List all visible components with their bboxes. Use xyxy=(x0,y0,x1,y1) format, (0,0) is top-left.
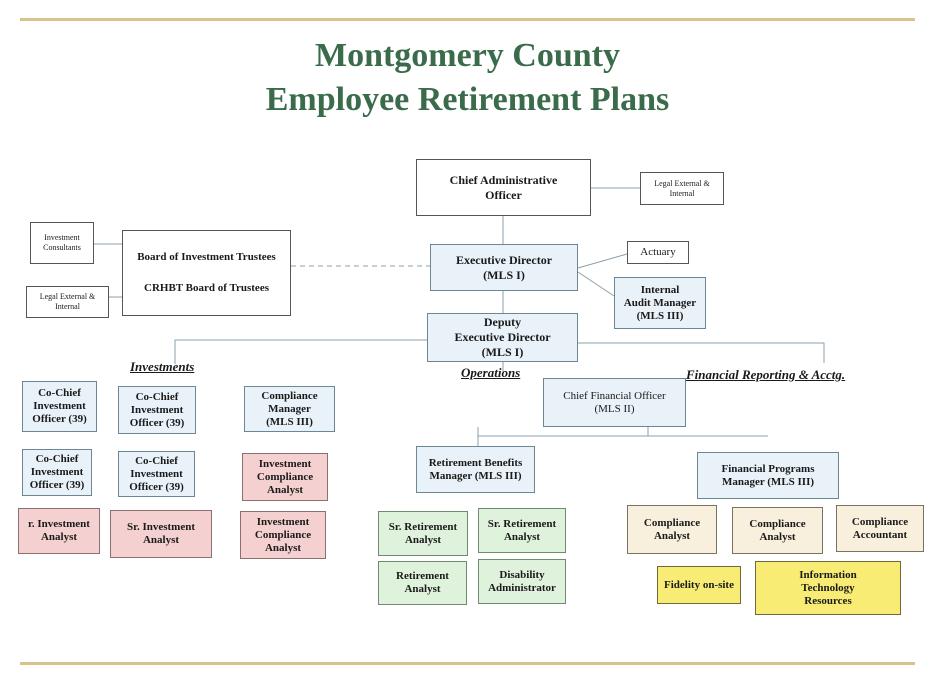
financial-programs-manager: Financial Programs Manager (MLS III) xyxy=(697,452,839,499)
retirement-analyst: Retirement Analyst xyxy=(378,561,467,605)
investment-compliance-analyst-1: Investment Compliance Analyst xyxy=(242,453,328,501)
section-investments: Investments xyxy=(130,359,195,374)
retirement-benefits-manager: Retirement Benefits Manager (MLS III) xyxy=(416,446,535,493)
investment-compliance-analyst-2: Investment Compliance Analyst xyxy=(240,511,326,559)
sr-retirement-analyst-2: Sr. Retirement Analyst xyxy=(478,508,566,553)
disability-administrator: Disability Administrator xyxy=(478,559,566,604)
compliance-analyst-1: Compliance Analyst xyxy=(627,505,717,554)
executive-director: Executive Director (MLS I) xyxy=(430,244,578,291)
title-line-2: Employee Retirement Plans xyxy=(265,81,670,118)
compliance-analyst-2: Compliance Analyst xyxy=(732,507,823,554)
title-line-1: Montgomery County xyxy=(314,37,621,74)
section-financial-reporting: Financial Reporting & Acctg. xyxy=(686,367,846,382)
information-technology-resources: Information Technology Resources xyxy=(755,561,901,615)
legal-external-internal-top: Legal External & Internal xyxy=(640,172,724,205)
legal-external-internal-left: Legal External & Internal xyxy=(26,286,109,318)
co-chief-investment-officer-4: Co-Chief Investment Officer (39) xyxy=(118,451,195,497)
sr-investment-analyst-1: r. Investment Analyst xyxy=(18,508,100,554)
sr-investment-analyst-2: Sr. Investment Analyst xyxy=(110,510,212,558)
boards-of-trustees: Board of Investment Trustees CRHBT Board of Trustees xyxy=(122,230,291,316)
investment-consultants: Investment Consultants xyxy=(30,222,94,264)
co-chief-investment-officer-3: Co-Chief Investment Officer (39) xyxy=(22,449,92,496)
sr-retirement-analyst-1: Sr. Retirement Analyst xyxy=(378,511,468,556)
co-chief-investment-officer-2: Co-Chief Investment Officer (39) xyxy=(118,386,196,434)
co-chief-investment-officer-1: Co-Chief Investment Officer (39) xyxy=(22,381,97,432)
compliance-accountant: Compliance Accountant xyxy=(836,505,924,552)
section-operations: Operations xyxy=(461,365,521,380)
deputy-executive-director: Deputy Executive Director (MLS I) xyxy=(427,313,578,362)
fidelity-on-site: Fidelity on-site xyxy=(657,566,741,604)
chief-administrative-officer: Chief Administrative Officer xyxy=(416,159,591,216)
chief-financial-officer: Chief Financial Officer (MLS II) xyxy=(543,378,686,427)
actuary: Actuary xyxy=(627,241,689,264)
internal-audit-manager: Internal Audit Manager (MLS III) xyxy=(614,277,706,329)
compliance-manager: Compliance Manager (MLS III) xyxy=(244,386,335,432)
